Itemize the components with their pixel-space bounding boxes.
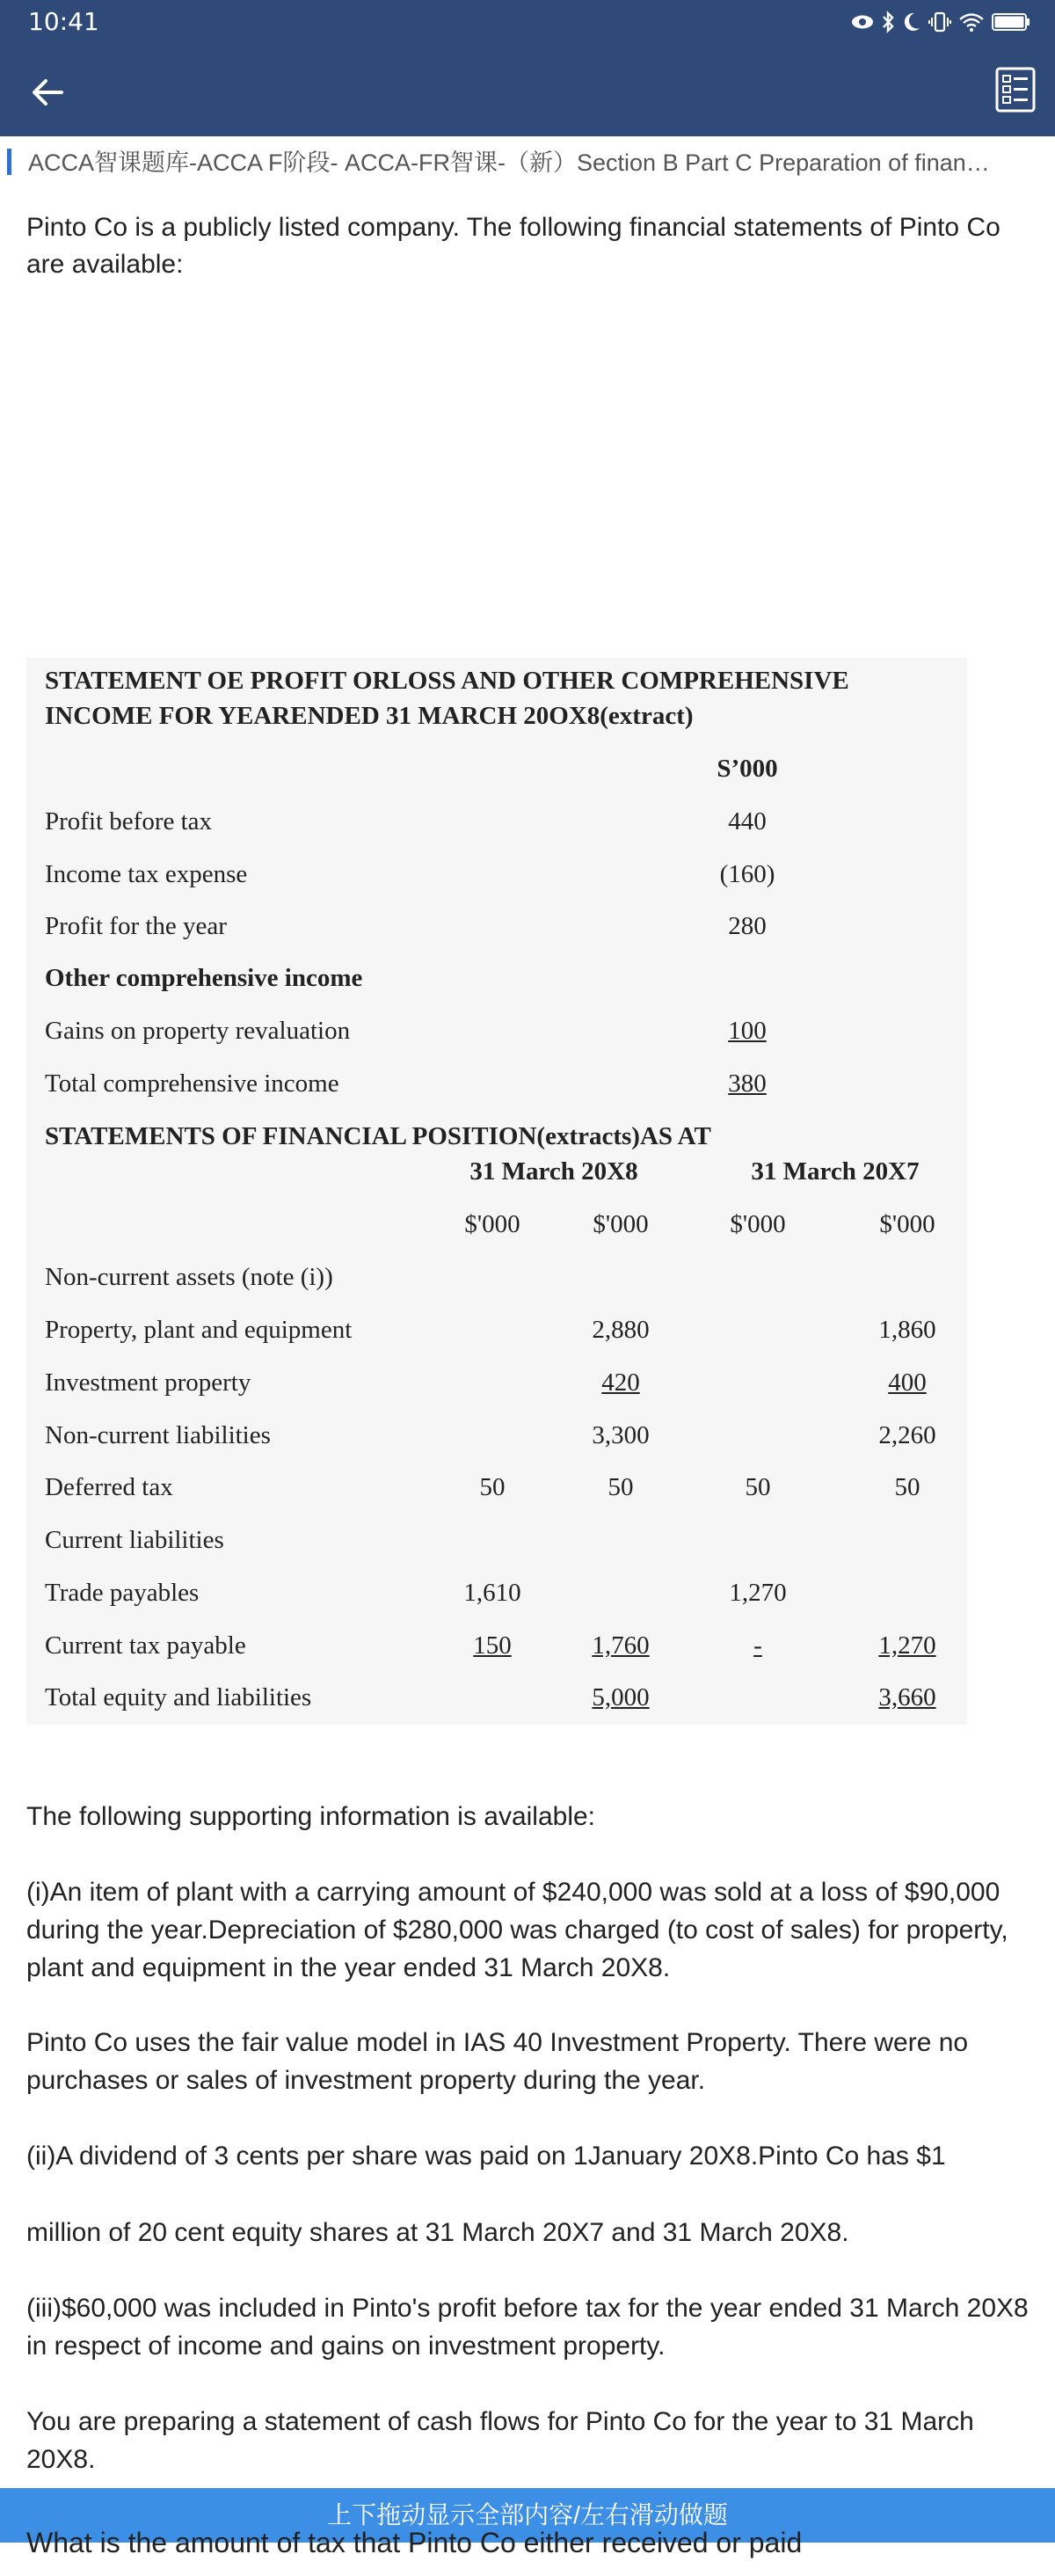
position-cell: 1,760 (592, 1631, 650, 1660)
vibrate-icon (928, 11, 951, 33)
position-row-label: Trade payables (45, 1579, 200, 1607)
breadcrumb-text: ACCA智课题库-ACCA F阶段- ACCA-FR智课-（新）Section B Part C Preparation of finan… (28, 150, 990, 176)
battery-icon (992, 12, 1030, 32)
position-cell: 5,000 (592, 1683, 650, 1711)
status-icons (851, 9, 1030, 35)
supporting-paragraph: million of 20 cent equity shares at 31 March 20X7 and 31 March 20X8. (26, 2218, 849, 2247)
statement-row-label: Total comprehensive income (45, 1069, 339, 1098)
arrow-left-icon (26, 70, 70, 114)
position-cell: 420 (601, 1368, 640, 1397)
supporting-paragraph: You are preparing a statement of cash flows for Pinto Co for the year to 31 March 20X8. (26, 2407, 974, 2474)
position-cell: 1,860 (878, 1316, 936, 1344)
wifi-icon (958, 12, 985, 32)
position-cell: 2,260 (878, 1421, 936, 1449)
position-row-label: Investment property (45, 1368, 251, 1397)
statement-row-value: (160) (719, 860, 775, 888)
statement-row-label: Profit for the year (45, 912, 227, 940)
question-text: What is the amount of tax that Pinto Co either received or paid (26, 2527, 803, 2558)
statement-row-label: Gains on property revaluation (45, 1017, 351, 1045)
position-cell: 50 (894, 1473, 920, 1501)
position-cell: 1,270 (878, 1631, 936, 1660)
checklist-icon (995, 67, 1036, 113)
supporting-paragraph: (iii)$60,000 was included in Pinto's profit before tax for the year ended 31 March 20X8 in respect of income and gains on investment property. (26, 2294, 1029, 2361)
statement-row-value: 100 (728, 1017, 767, 1045)
breadcrumb (0, 147, 1055, 182)
question-list-button[interactable] (995, 67, 1036, 113)
position-cell: 50 (479, 1473, 506, 1501)
position-date-current: 31 March 20X8 (469, 1157, 638, 1186)
position-row-label: Non-current assets (note (i)) (45, 1263, 333, 1291)
position-cell: 400 (888, 1368, 927, 1397)
position-cell: 2,880 (592, 1316, 650, 1344)
moon-icon (902, 11, 921, 33)
position-unit: $'000 (593, 1210, 649, 1238)
back-button[interactable] (26, 70, 70, 114)
question-intro: Pinto Co is a publicly listed company. The following financial statements of Pinto Co are available: (26, 213, 1000, 279)
position-unit: $'000 (730, 1210, 786, 1238)
position-row-label: Deferred tax (45, 1473, 173, 1501)
position-row-label: Total equity and liabilities (45, 1683, 312, 1711)
statement-title-line2: INCOME FOR YEARENDED 31 MARCH 20OX8(extract) (45, 702, 694, 730)
swipe-hint-banner[interactable]: 上下拖动显示全部内容/左右滑动做题 (0, 2488, 1055, 2543)
position-cell: 50 (745, 1473, 771, 1501)
position-cell: 1,270 (729, 1579, 787, 1607)
position-cell: 1,610 (463, 1579, 521, 1607)
breadcrumb-accent-bar (7, 149, 11, 175)
statement-row-label: Income tax expense (45, 860, 248, 888)
position-cell: 150 (473, 1631, 512, 1660)
statement-unit: S’000 (717, 755, 778, 783)
position-title: STATEMENTS OF FINANCIAL POSITION(extracts)AS AT (45, 1122, 711, 1150)
statement-row-value: 280 (728, 912, 767, 940)
statement-row-value: 440 (728, 807, 767, 836)
question-text-partial (26, 2527, 1029, 2576)
position-row-label: Non-current liabilities (45, 1421, 271, 1449)
eye-icon (851, 14, 874, 30)
statement-row-label: Profit before tax (45, 807, 213, 836)
app-header (0, 0, 1055, 136)
statement-section-heading: Other comprehensive income (45, 964, 363, 992)
supporting-paragraph: (i)An item of plant with a carrying amount of $240,000 was sold at a loss of $90,000 during the year.Depreciation of $280,000 was charged (to cost of sales) for property, plant and equipment in the year ended 31 March 20X8. (26, 1878, 1008, 1982)
position-cell: 50 (608, 1473, 634, 1501)
position-cell: 3,660 (878, 1683, 936, 1711)
position-unit: $'000 (464, 1210, 520, 1238)
position-date-prior: 31 March 20X7 (751, 1157, 920, 1186)
status-bar (0, 0, 1055, 44)
position-row-label: Current tax payable (45, 1631, 246, 1660)
position-unit: $'000 (879, 1210, 935, 1238)
supporting-heading: The following supporting information is available: (26, 1802, 596, 1831)
status-time: 10:41 (28, 7, 99, 36)
position-cell: 3,300 (592, 1421, 650, 1449)
financial-statements-table (26, 658, 967, 1725)
supporting-paragraph: (ii)A dividend of 3 cents per share was paid on 1January 20X8.Pinto Co has $1 (26, 2142, 946, 2171)
position-cell: - (753, 1631, 762, 1660)
supporting-paragraph: Pinto Co uses the fair value model in IAS 40 Investment Property. There were no purchases or sales of investment property during the year. (26, 2028, 969, 2095)
position-row-label: Property, plant and equipment (45, 1316, 353, 1344)
bluetooth-icon (881, 11, 895, 33)
statement-row-value: 380 (728, 1069, 767, 1098)
statement-title-line1: STATEMENT OE PROFIT ORLOSS AND OTHER COMPREHENSIVE (45, 667, 849, 695)
position-row-label: Current liabilities (45, 1526, 224, 1554)
